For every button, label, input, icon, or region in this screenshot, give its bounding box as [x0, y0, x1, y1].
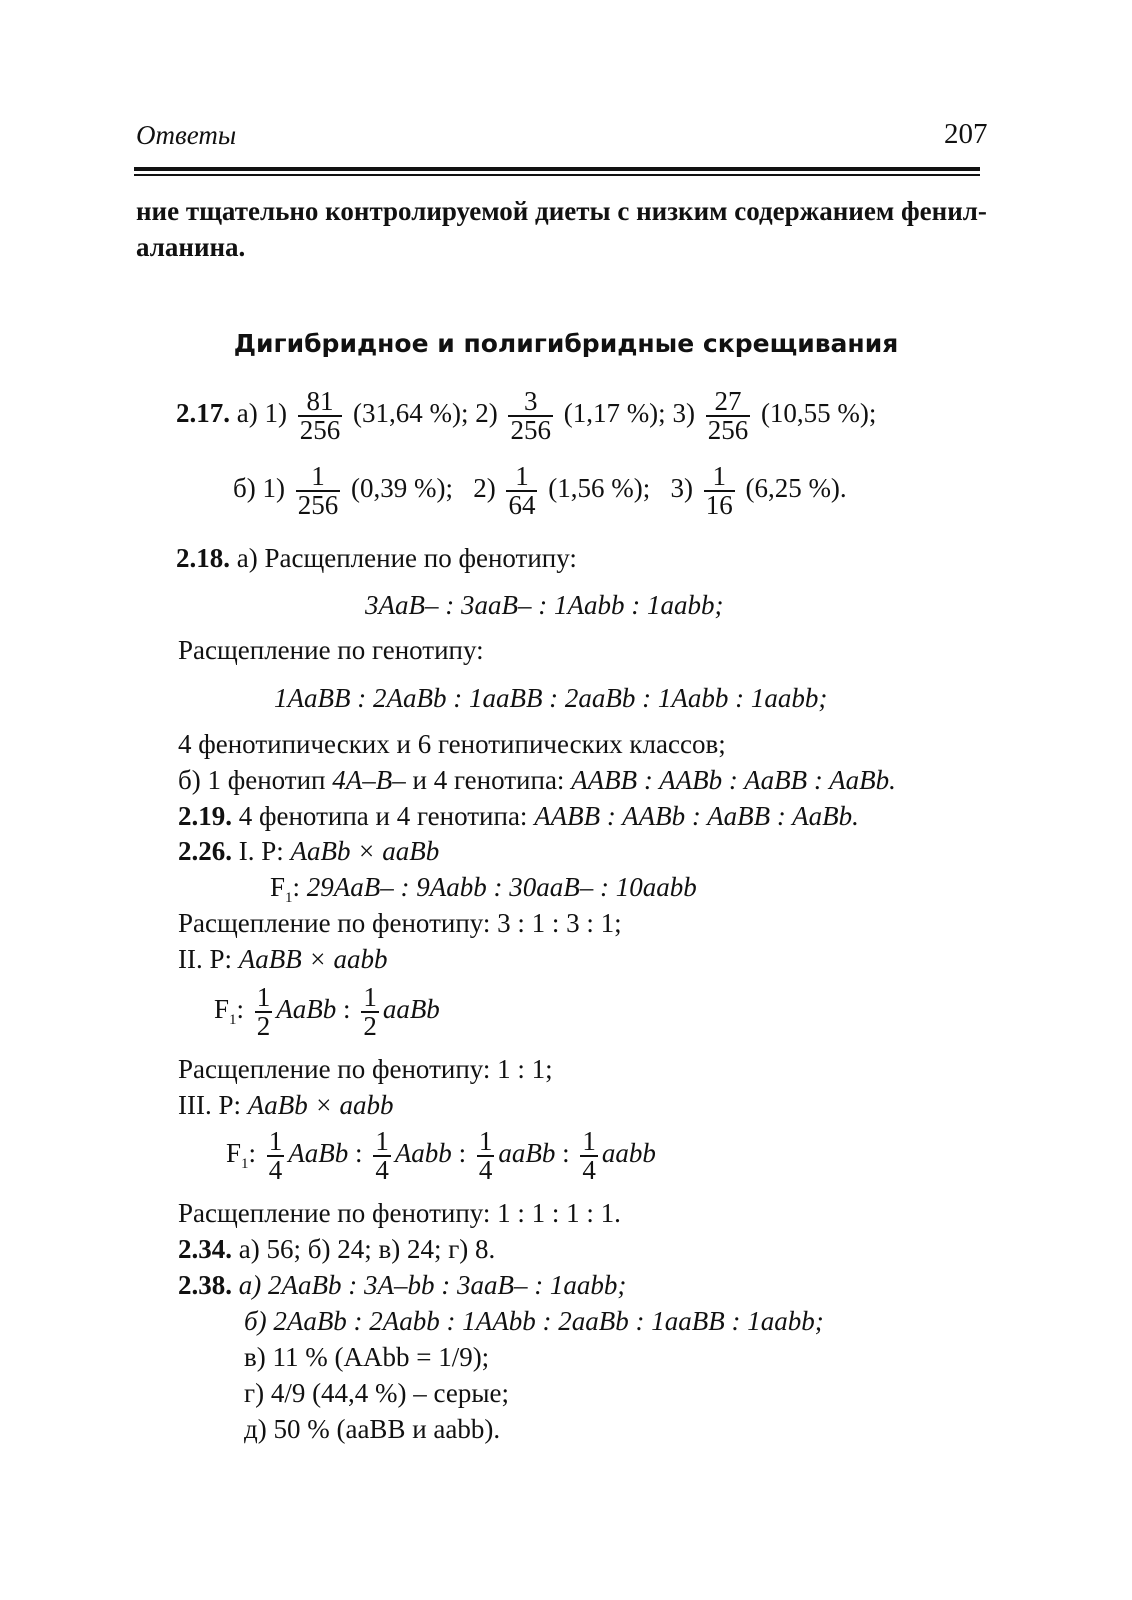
formula: Aabb [394, 1138, 452, 1169]
text-span: и 4 генотипа: [412, 765, 565, 795]
answer-2-38-a [178, 1272, 626, 1299]
answer-2-26-f1-i: $F_1$: 29AaB– : 9Aabb : 30aaB– : 10aabb [270, 872, 697, 906]
percent: (1,17 %); [563, 398, 666, 429]
text-span: F [214, 994, 230, 1025]
text-span: 4 фенотипа и 4 генотипа: [238, 801, 528, 831]
formula: а) 2AaBb : 3A–bb : 3aaB– : 1aabb; [238, 1270, 627, 1300]
text-span: а) 56; б) 24; в) 24; г) 8. [238, 1234, 496, 1264]
answer-number: 2.18. [176, 543, 230, 573]
fraction: $\frac{1}{64}$ [508, 461, 536, 520]
answer-number: 2.38. [178, 1270, 232, 1300]
item-label: 3) [672, 398, 695, 429]
subscript: 1 [241, 1156, 249, 1173]
percent: (31,64 %); [352, 398, 469, 429]
answer-2-34 [178, 1236, 495, 1263]
answer-number: 2.17. [176, 398, 230, 429]
percent: (1,56 %); [548, 473, 651, 504]
intro-line-1: ние тщательно контролируемой диеты с низким содержанием фенил- [136, 196, 987, 226]
answer-2-17-a [176, 388, 876, 444]
text-span: III. P: [178, 1090, 241, 1120]
item-label: 2) [473, 473, 496, 504]
formula: AaBb × aabb [247, 1090, 394, 1120]
answer-2-18-line-6 [178, 767, 896, 794]
item-label: а) 1) [236, 398, 287, 429]
answer-2-17-b [233, 463, 847, 519]
answer-number: 2.26. [178, 836, 232, 866]
fraction: $\frac{81}{256}$ [299, 386, 341, 445]
text-span: : [343, 994, 351, 1025]
fraction: $\frac{27}{256}$ [707, 386, 749, 445]
text-span: F [270, 872, 286, 902]
fraction: $\frac{1}{4}$ [375, 1126, 389, 1185]
fraction: $\frac{1}{256}$ [297, 461, 339, 520]
percent: (0,39 %); [350, 473, 453, 504]
answer-2-26-f1-ii: $F_1$: $\frac{1}{2}$ AaBb : $\frac{1}{2}$ aaBb [214, 982, 440, 1041]
formula: AaBb [288, 1138, 349, 1169]
answer-2-26-cross-iii [178, 1092, 393, 1119]
answer-2-38-c: в) 11 % (AAbb = 1/9); [244, 1342, 490, 1372]
answer-2-26-f1-iii: $F_1$: $\frac{1}{4}$ AaBb : $\frac{1}{4}$ Aabb : $\frac{1}{4}$ aaBb : $\frac{1}{4}$ aabb [226, 1126, 656, 1185]
fraction: $\frac{1}{4}$ [582, 1126, 596, 1185]
page-number: 207 [944, 118, 988, 150]
formula: aabb [601, 1138, 656, 1169]
header-rule-thin [134, 174, 980, 176]
section-title: Дигибридное и полигибридные скрещивания [233, 329, 899, 358]
formula: AaBb × aaBb [290, 836, 440, 866]
text-span: II. P: [178, 944, 232, 974]
answer-2-38-b: б) 2AaBb : 2Aabb : 1AAbb : 2aaBb : 1aaBB : 1aabb; [244, 1306, 824, 1336]
answer-2-18-line-1 [176, 545, 577, 572]
item-label: 3) [670, 473, 693, 504]
subscript: 1 [229, 1012, 237, 1029]
text-span: F [226, 1138, 242, 1169]
answer-2-26-cross-i [178, 838, 439, 865]
fraction: $\frac{1}{16}$ [705, 461, 733, 520]
answer-text: а) Расщепление по фенотипу: [236, 543, 577, 573]
formula: aaBb [498, 1138, 556, 1169]
percent: (10,55 %); [760, 398, 877, 429]
answer-2-26-cross-ii [178, 946, 387, 973]
fraction: $\frac{1}{2}$ [363, 982, 377, 1041]
answer-2-38-d: г) 4/9 (44,4 %) – серые; [244, 1378, 509, 1408]
answer-number: 2.34. [178, 1234, 232, 1264]
formula: AaBB × aabb [238, 944, 388, 974]
fraction: $\frac{1}{2}$ [256, 982, 271, 1041]
text-span: I. P: [238, 836, 284, 866]
formula: AABB : AABb : AaBB : AaBb. [571, 765, 896, 795]
answer-2-18-phenotype-ratio: 3AaB– : 3aaB– : 1Aabb : 1aabb; [365, 590, 724, 620]
answer-2-38-e: д) 50 % (aaBB и aabb). [244, 1414, 501, 1444]
formula: 29AaB– : 9Aabb : 30aaB– : 10aabb [306, 872, 697, 902]
percent: (6,25 %). [745, 473, 847, 504]
item-label: б) 1) [233, 473, 285, 504]
answer-number: 2.19. [178, 801, 232, 831]
answer-2-19 [178, 803, 859, 830]
intro-line-2: аланина. [136, 232, 246, 262]
header-rule-thick [134, 167, 980, 171]
answer-2-18-genotype-ratio: 1AaBB : 2AaBb : 1aaBB : 2aaBb : 1Aabb : 1aabb; [274, 683, 828, 713]
answer-2-26-split-ii: Расщепление по фенотипу: 1 : 1; [178, 1054, 553, 1084]
running-header-title: Ответы [136, 120, 237, 150]
item-label: 2) [475, 398, 498, 429]
answer-2-26-split-iii: Расщепление по фенотипу: 1 : 1 : 1 : 1. [178, 1198, 621, 1228]
fraction: $\frac{1}{4}$ [268, 1126, 283, 1185]
fraction: $\frac{1}{4}$ [478, 1126, 493, 1185]
formula: aaBb [382, 994, 440, 1025]
formula: 4A–B– [332, 765, 406, 795]
fraction: $\frac{3}{256}$ [510, 386, 551, 445]
text-span: б) 1 фенотип [178, 765, 326, 795]
answer-2-26-split-i: Расщепление по фенотипу: 3 : 1 : 3 : 1; [178, 908, 622, 938]
answer-2-18-line-5: 4 фенотипических и 6 генотипических классов; [178, 729, 726, 759]
formula: AaBb [276, 994, 337, 1025]
subscript: 1 [285, 890, 293, 906]
formula: AABB : AABb : AaBB : AaBb. [534, 801, 859, 831]
answer-2-18-line-3: Расщепление по генотипу: [178, 635, 484, 665]
